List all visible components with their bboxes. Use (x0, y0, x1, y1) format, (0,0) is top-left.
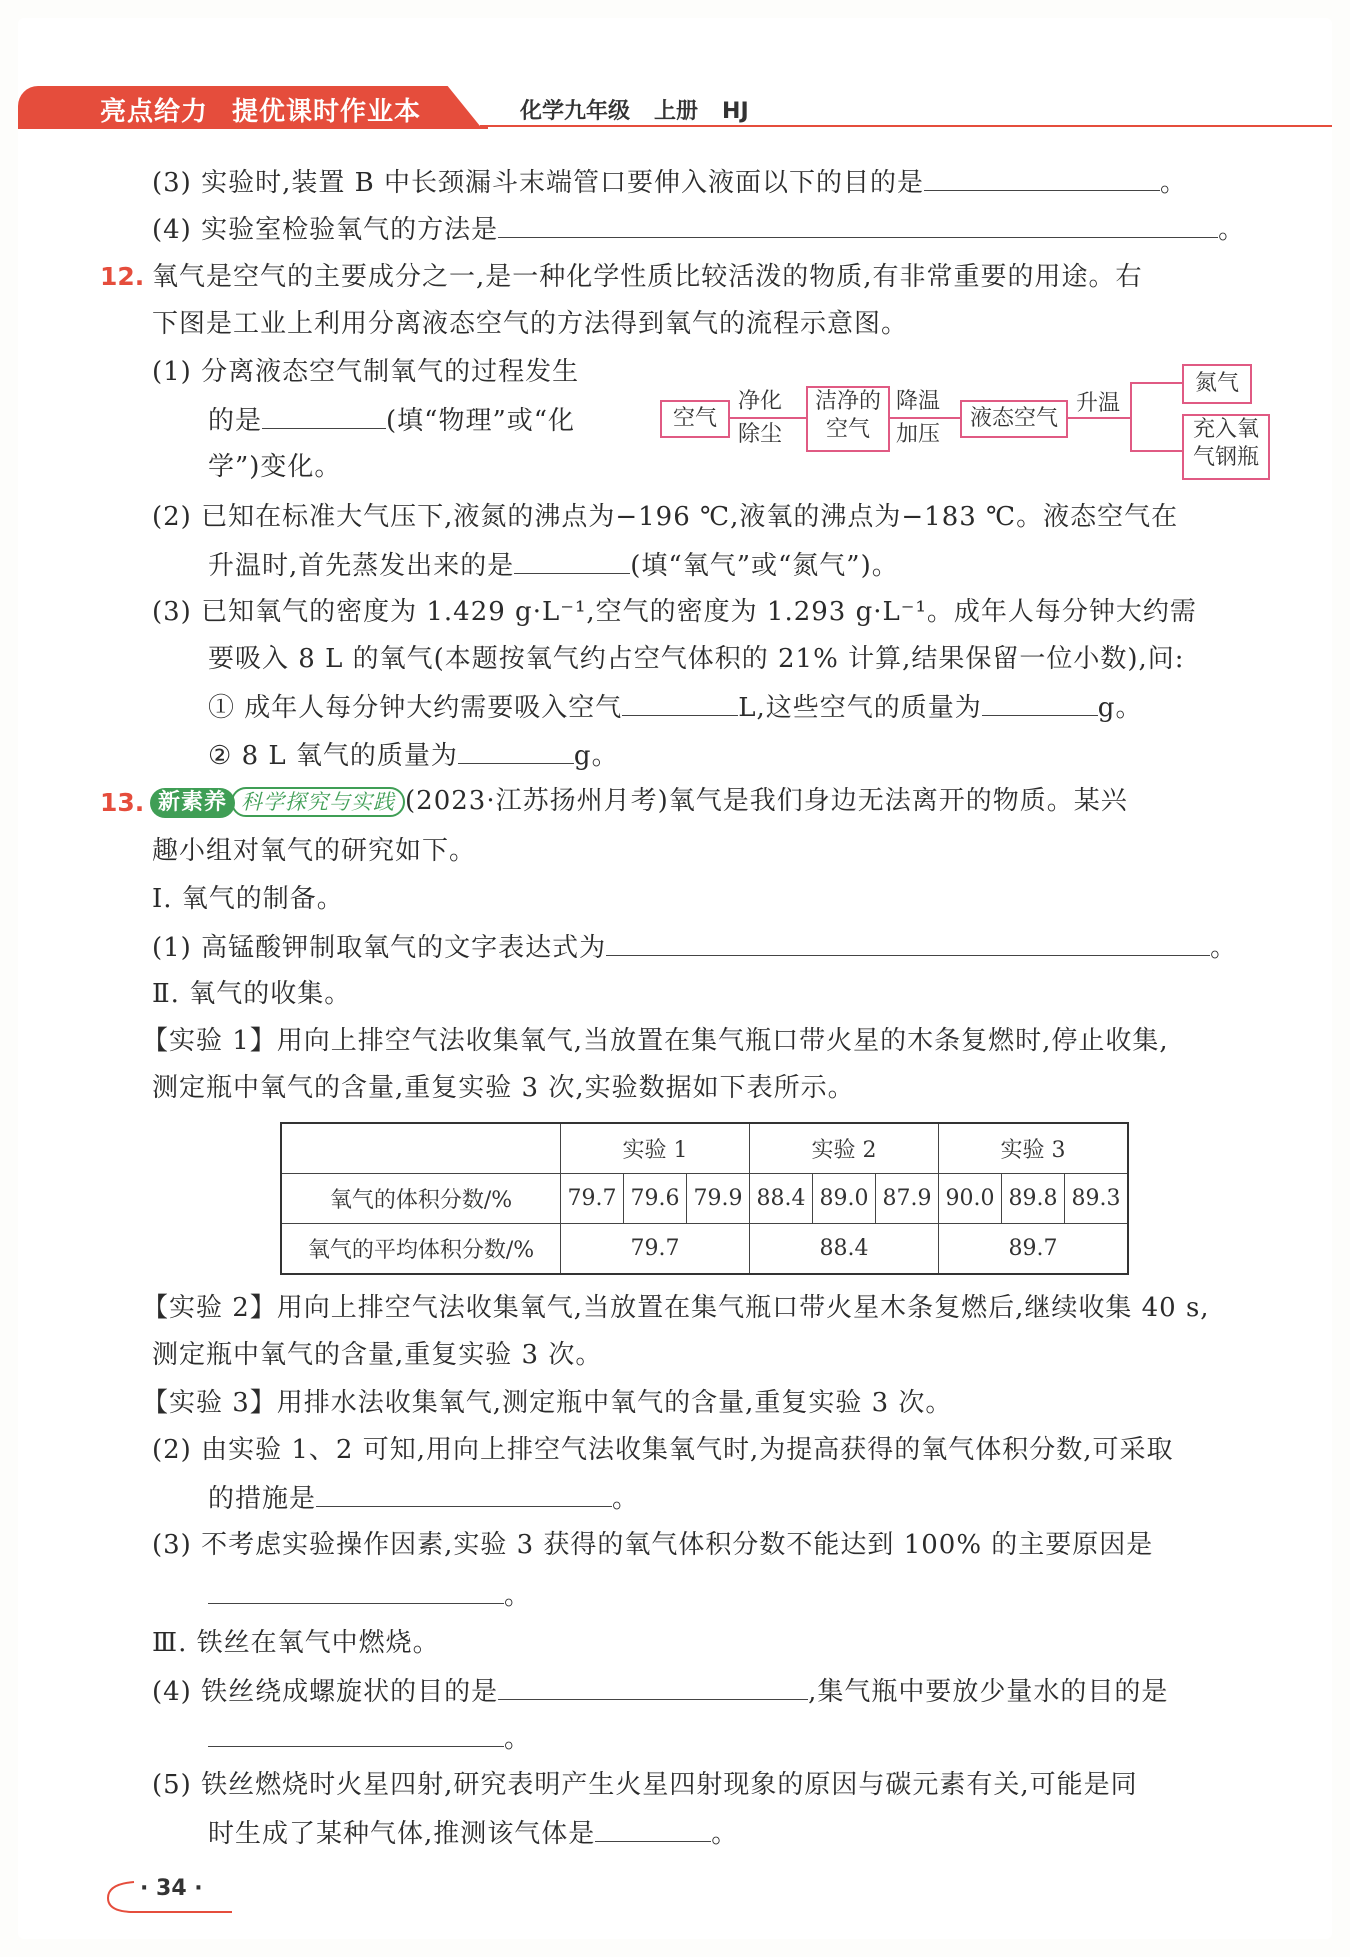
table-header-exp2: 实验 2 (750, 1123, 939, 1174)
q13-p1-text: (1) 高锰酸钾制取氧气的文字表达式为 (152, 933, 607, 963)
flow-box-air: 空气 (660, 400, 730, 438)
q12-p3-q1-pre: ① 成年人每分钟大约需要吸入空气 (208, 693, 623, 723)
q13-part5-line2 (208, 1815, 738, 1851)
q13-exp1-line2: 测定瓶中氧气的含量,重复实验 3 次,实验数据如下表所示。 (152, 1073, 855, 1103)
flow-box-liquid-air: 液态空气 (960, 400, 1068, 438)
q13-section3: Ⅲ. 铁丝在氧气中燃烧。 (152, 1628, 440, 1658)
header-rule (480, 125, 1332, 127)
table-cell: 89.3 (1065, 1174, 1129, 1224)
q13-part3-line1: (3) 不考虑实验操作因素,实验 3 获得的氧气体积分数不能达到 100% 的主要原因是 (152, 1530, 1154, 1560)
flow-o2-line2: 气钢瓶 (1192, 445, 1259, 470)
q12-p3-q2-post: g。 (573, 741, 619, 771)
flow-arrow (728, 417, 806, 419)
q12-p3-q1-mid: L,这些空气的质量为 (738, 693, 982, 723)
question-number-13: 13. (100, 788, 145, 817)
flow-arrow (1130, 382, 1182, 384)
table-cell: 89.0 (813, 1174, 876, 1224)
new-literacy-badge: 新素养 (150, 788, 235, 818)
question-number-12: 12. (100, 262, 145, 291)
prev-q3 (152, 164, 1187, 200)
q12-p1-post: (填“物理”或“化 (386, 406, 576, 436)
q13-part4-line1 (152, 1673, 1168, 1709)
answer-blank[interactable] (316, 1480, 612, 1507)
q13-part5-line1: (5) 铁丝燃烧时火星四射,研究表明产生火星四射现象的原因与碳元素有关,可能是同 (152, 1770, 1138, 1800)
flow-clean-line1: 洁净的 (814, 389, 881, 414)
table-cell: 87.9 (876, 1174, 939, 1224)
answer-blank[interactable] (622, 689, 738, 716)
data-table (280, 1122, 1129, 1275)
answer-blank[interactable] (208, 1577, 504, 1604)
q12-part3-q1 (208, 689, 1142, 725)
prev-q4-text: (4) 实验室检验氧气的方法是 (152, 215, 499, 245)
table-cell: 79.7 (561, 1224, 750, 1275)
q12-p1-pre: 的是 (208, 406, 263, 436)
header-subject (520, 94, 773, 125)
q12-p3-q1-post: g。 (1097, 693, 1143, 723)
q13-part4-line2 (208, 1720, 531, 1756)
table-cell: 90.0 (939, 1174, 1002, 1224)
q12-part3-line2: 要吸入 8 L 的氧气(本题按氧气约占空气体积的 21% 计算,结果保留一位小数),问: (208, 644, 1185, 674)
flow-label-cool: 降温 (896, 389, 941, 414)
q12-p2-pre: 升温时,首先蒸发出来的是 (208, 551, 515, 581)
table-row (281, 1224, 1128, 1275)
answer-blank[interactable] (924, 164, 1160, 191)
table-cell: 79.9 (687, 1174, 750, 1224)
answer-blank[interactable] (595, 1815, 711, 1842)
q13-part1 (152, 929, 1237, 965)
table-cell: 79.6 (624, 1174, 687, 1224)
table-row (281, 1174, 1128, 1224)
q12-part1-line2 (208, 402, 575, 438)
q13-stem-line1 (150, 784, 1128, 818)
flow-box-clean-air (806, 386, 890, 452)
q12-stem-line2: 下图是工业上利用分离液态空气的方法得到氧气的流程示意图。 (152, 309, 909, 339)
table-cell: 89.8 (1002, 1174, 1065, 1224)
flow-arrow (1130, 450, 1182, 452)
table-row-label: 氧气的平均体积分数/% (281, 1224, 561, 1275)
answer-blank[interactable] (982, 689, 1098, 716)
q12-part1-line3: 学”)变化。 (208, 452, 342, 482)
table-cell: 88.4 (750, 1224, 939, 1275)
edition: HJ (722, 99, 749, 124)
period: 。 (1218, 215, 1246, 245)
flow-clean-line2: 空气 (825, 417, 870, 442)
table-header-row (281, 1123, 1128, 1174)
period: 。 (1160, 168, 1188, 198)
q13-stem1-text: (2023·江苏扬州月考)氧气是我们身边无法离开的物质。某兴 (405, 786, 1128, 816)
q12-p3-q2-pre: ② 8 L 氧气的质量为 (208, 741, 458, 771)
science-inquiry-badge: 科学探究与实践 (231, 787, 405, 817)
flow-label-heat: 升温 (1076, 391, 1121, 416)
q13-part2-line1: (2) 由实验 1、2 可知,用向上排空气法收集氧气时,为提高获得的氧气体积分数,可采取 (152, 1435, 1174, 1465)
table-corner-cell (281, 1123, 561, 1174)
q13-p5-text: 时生成了某种气体,推测该气体是 (208, 1819, 596, 1849)
q13-stem-line2: 趣小组对氧气的研究如下。 (152, 836, 477, 866)
flow-label-dedust: 除尘 (738, 422, 783, 447)
prev-q4 (152, 211, 1245, 247)
q13-section1: Ⅰ. 氧气的制备。 (152, 884, 344, 914)
flow-box-oxygen-cylinder (1182, 414, 1270, 480)
q12-part3-q2 (208, 737, 619, 773)
q13-p2-pre: 的措施是 (208, 1484, 317, 1514)
answer-blank[interactable] (498, 211, 1218, 238)
q13-part3-line2 (208, 1577, 531, 1613)
period: 。 (504, 1724, 532, 1754)
table-cell: 88.4 (750, 1174, 813, 1224)
subject: 化学九年级 (520, 99, 631, 124)
table-header-exp3: 实验 3 (939, 1123, 1129, 1174)
q13-part2-line2 (208, 1480, 639, 1516)
table-cell: 89.7 (939, 1224, 1129, 1275)
brand-name: 亮点给力 (100, 97, 209, 127)
table-row-label: 氧气的体积分数/% (281, 1174, 561, 1224)
header-brand (100, 91, 445, 128)
table-header-exp1: 实验 1 (561, 1123, 750, 1174)
answer-blank[interactable] (514, 547, 630, 574)
flow-box-nitrogen: 氮气 (1182, 364, 1252, 404)
q13-p4-pre: (4) 铁丝绕成螺旋状的目的是 (152, 1677, 499, 1707)
answer-blank[interactable] (208, 1720, 504, 1747)
q13-p4-post: ,集气瓶中要放少量水的目的是 (808, 1677, 1169, 1707)
q13-exp3: 【实验 3】用排水法收集氧气,测定瓶中氧气的含量,重复实验 3 次。 (142, 1388, 953, 1418)
period: 。 (1210, 933, 1238, 963)
q12-part2-line1: (2) 已知在标准大气压下,液氮的沸点为−196 ℃,液氧的沸点为−183 ℃。液态空气在 (152, 502, 1179, 532)
q12-p2-post: (填“氧气”或“氮气”)。 (630, 551, 899, 581)
q12-part1-line1: (1) 分离液态空气制氧气的过程发生 (152, 357, 580, 387)
answer-blank[interactable] (606, 929, 1210, 956)
flow-label-purify: 净化 (738, 389, 783, 414)
period: 。 (711, 1819, 739, 1849)
prev-q3-text: (3) 实验时,装置 B 中长颈漏斗末端管口要伸入液面以下的目的是 (152, 168, 924, 198)
table-cell: 79.7 (561, 1174, 624, 1224)
flow-label-pressurize: 加压 (896, 422, 941, 447)
q12-stem-line1: 氧气是空气的主要成分之一,是一种化学性质比较活泼的物质,有非常重要的用途。右 (152, 262, 1143, 292)
period: 。 (612, 1484, 640, 1514)
page-number: · 34 · (140, 1876, 203, 1901)
answer-blank[interactable] (262, 402, 386, 429)
flow-o2-line1: 充入氧 (1192, 417, 1259, 442)
q12-part3-line1: (3) 已知氧气的密度为 1.429 g·L⁻¹,空气的密度为 1.293 g·L⁻¹。成年人每分钟大约需 (152, 597, 1197, 627)
q13-exp1-line1: 【实验 1】用向上排空气法收集氧气,当放置在集气瓶口带火星的木条复燃时,停止收集, (142, 1026, 1169, 1056)
series-name: 提优课时作业本 (232, 97, 422, 127)
q13-section2: Ⅱ. 氧气的收集。 (152, 979, 352, 1009)
answer-blank[interactable] (498, 1673, 808, 1700)
flow-branch (1130, 382, 1132, 450)
q12-part2-line2 (208, 547, 899, 583)
answer-blank[interactable] (458, 737, 574, 764)
flow-arrow (888, 417, 960, 419)
volume: 上册 (654, 99, 699, 124)
q13-exp2-line2: 测定瓶中氧气的含量,重复实验 3 次。 (152, 1340, 603, 1370)
q13-exp2-line1: 【实验 2】用向上排空气法收集氧气,当放置在集气瓶口带火星木条复燃后,继续收集 40 s, (142, 1293, 1210, 1323)
period: 。 (504, 1581, 532, 1611)
